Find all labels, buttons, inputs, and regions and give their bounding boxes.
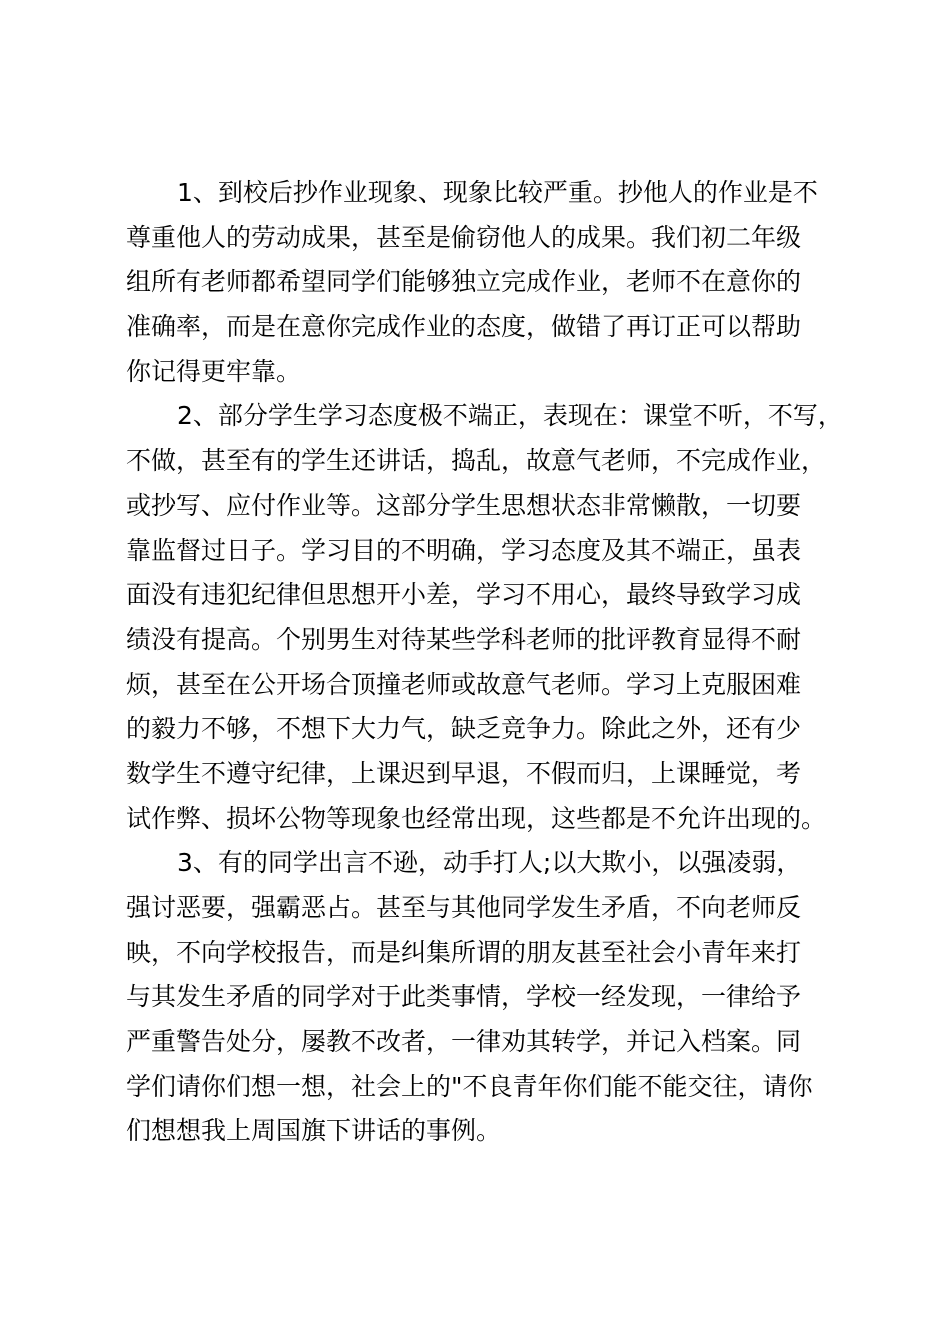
text-line: 的毅力不够，不想下大力气，缺乏竞争力。除此之外，还有少 <box>126 714 802 744</box>
text-line: 试作弊、损坏公物等现象也经常出现，这些都是不允许出现的。 <box>126 803 827 833</box>
text-line: 绩没有提高。个别男生对待某些学科老师的批评教育显得不耐 <box>126 624 802 654</box>
document-body <box>126 171 856 1154</box>
text-line: 严重警告处分，屡教不改者，一律劝其转学，并记入档案。同 <box>126 1027 802 1057</box>
text-line: 准确率，而是在意你完成作业的态度，做错了再订正可以帮助 <box>126 312 802 342</box>
text-line: 强讨恶要，强霸恶占。甚至与其他同学发生矛盾，不向老师反 <box>126 893 802 922</box>
text-line: 学们请你们想一想，社会上的"不良青年你们能不能交往，请你 <box>126 1071 813 1101</box>
text-line: 数学生不遵守纪律，上课迟到早退，不假而归，上课睡觉，考 <box>126 758 802 788</box>
text-line: 或抄写、应付作业等。这部分学生思想状态非常懒散，一切要 <box>126 490 802 520</box>
paragraph-3 <box>126 841 856 1154</box>
text-line: 你记得更牢靠。 <box>126 356 302 386</box>
text-line: 面没有违犯纪律但思想开小差，学习不用心，最终导致学习成 <box>126 580 802 610</box>
paragraph-2 <box>126 394 856 841</box>
text-line: 映，不向学校报告，而是纠集所谓的朋友甚至社会小青年来打 <box>126 937 802 967</box>
text-line: 靠监督过日子。学习目的不明确，学习态度及其不端正，虽表 <box>126 535 802 565</box>
text-line: 尊重他人的劳动成果，甚至是偷窃他人的成果。我们初二年级 <box>126 222 802 252</box>
text-line: 组所有老师都希望同学们能够独立完成作业，老师不在意你的 <box>126 267 802 297</box>
text-line: 不做，甚至有的学生还讲话，捣乱，故意气老师，不完成作业， <box>126 446 827 476</box>
text-line: 烦，甚至在公开场合顶撞老师或故意气老师。学习上克服困难 <box>126 669 802 699</box>
text-line: 1、到校后抄作业现象、现象比较严重。抄他人的作业是不 <box>177 178 818 207</box>
text-line: 2、部分学生学习态度极不端正，表现在：课堂不听，不写， <box>177 401 843 431</box>
text-line: 与其发生矛盾的同学对于此类事情，学校一经发现，一律给予 <box>126 982 802 1012</box>
paragraph-1 <box>126 171 856 394</box>
text-line: 们想想我上周国旗下讲话的事例。 <box>126 1116 502 1146</box>
text-line: 3、有的同学出言不逊，动手打人;以大欺小，以强凌弱， <box>177 848 802 878</box>
